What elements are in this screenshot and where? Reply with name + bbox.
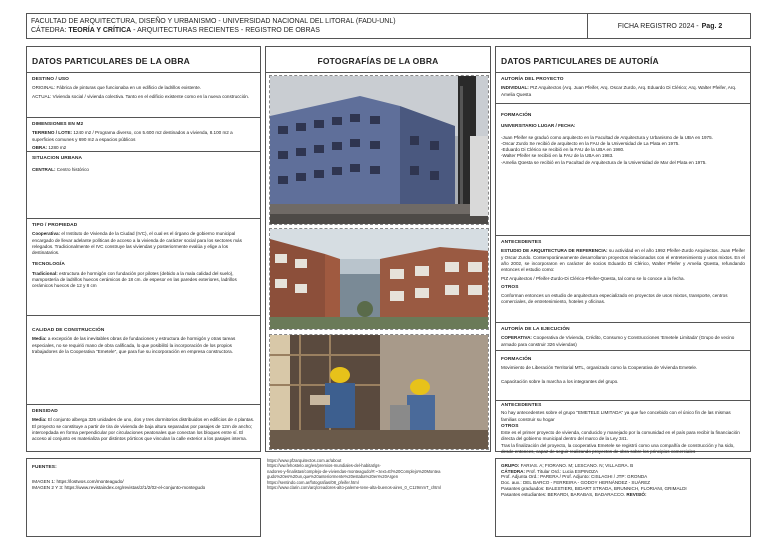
formacion-item: -Walter Pfeifer se recibió en la FAU de la UBA en 1983.	[501, 153, 614, 159]
antecedentes2-heading: ANTECEDENTES	[501, 403, 542, 408]
formacion-item: -Oscar Zurdo Se recibió de arquitecto en la FAU de la Universidad de La Plata en 1975.	[501, 140, 680, 146]
source-link[interactable]: gudo%20es%20un,que%20anteriormente%20estaba%20en%20Argen	[267, 474, 399, 480]
catedra-value: Prof. Titular Ord.: Lucia ESPINOZA	[525, 468, 599, 474]
formacion-ejecucion-section	[496, 351, 750, 401]
ficha-label: FICHA REGISTRO 2024 -	[617, 22, 699, 30]
formacion-item: -Amelia Qüesta se recibió en la Facultad de Arquitectura de la Universidad de Mar del Plata en 1975.	[501, 159, 707, 165]
calidad-value: a excepción de las inevitables obras de fundaciones y estructura de hormigón y otras tareas especiales, no se requirió mano de obra calificada, lo que posibilitó la incorporación de los propios trabajadores de la Cooperativa "Emetele", que para fue su incorporación en empresa constructora.	[32, 336, 236, 354]
formacion2-text2: Capacitación sobre la marcha a los integrantes del grupo.	[501, 378, 619, 384]
tipo-tecnologia-section	[27, 219, 260, 316]
tipo-value: el Instituto de Vivienda de la Ciudad (IVC), el cual es el órgano de gobierno municipal encargado de llevar adelante políticas de acceso a la vivienda de carácter social para los sectores más relegados. Tradicionalmente el IVC construye las viviendas y posteriormente evalúa y elige a los destinatarios.	[32, 231, 242, 256]
destino-original: ORIGINAL: Fábrica de pinturas que funcionaba en un edificio de ladrillos existente.	[32, 85, 202, 91]
situacion-text	[32, 167, 255, 173]
page-header	[26, 13, 751, 39]
dimensiones-section	[27, 118, 260, 152]
cooperativa-value: Cooperativa de Vivienda, Crédito, Consumo y Construcciones 'Emetele Limitada' (Grupo de vecino armado para construir 326 viviendas)	[501, 335, 735, 347]
photo-workers	[269, 334, 489, 450]
estudiantes-value: Pasantes estudiantes: BERARDI, BARABAS, BADARACCO.	[501, 491, 626, 497]
terreno-text	[32, 130, 255, 143]
photo-courtyard-image	[270, 229, 489, 330]
header-catedra-name: TEORÍA Y CRÍTICA	[68, 27, 132, 34]
tecnologia-text	[32, 271, 255, 290]
calidad-heading: CALIDAD DE CONSTRUCCIÓN	[32, 328, 105, 333]
central-label: CENTRAL:	[32, 167, 56, 173]
header-line-2	[31, 26, 396, 35]
photo-exterior-buildings-image	[270, 76, 489, 225]
studio-name: PIZ Arquitectos / Pfeifer-Zurdo-Di Clérico-Pfeifer-Qüesta, tal como se lo conoce a la fecha.	[501, 276, 685, 282]
autoria-column-title: DATOS PARTICULARES DE AUTORÍA	[496, 47, 750, 73]
formacion-list	[501, 135, 745, 166]
calidad-text	[32, 336, 255, 355]
autoria-heading: AUTORÍA DEL PROYECTO	[501, 77, 564, 82]
autoria-text	[501, 85, 745, 98]
calidad-section	[27, 324, 260, 405]
source-link[interactable]: https://sentindo.com.ar/fotografias/08_pfeifer.html	[267, 479, 359, 485]
fuentes-box	[26, 458, 261, 537]
ejecucion-heading: AUTORÍA DE LA EJECUCIÓN	[501, 327, 570, 332]
docentes-line: Doc. aux.: DEL BARCO - FERREIRA - GODOY HERNÁNDEZ - SUÁREZ	[501, 480, 651, 486]
situacion-heading: SITUACION URBANA	[32, 156, 83, 161]
otros-heading: OTROS	[501, 284, 519, 290]
antecedentes-heading: ANTECEDENTES	[501, 240, 542, 245]
formacion-section	[496, 104, 750, 236]
ejecucion-text	[501, 335, 745, 348]
obra-text	[32, 145, 255, 151]
obra-label: OBRA:	[32, 144, 48, 150]
obra-data-column	[26, 46, 261, 452]
tipo-label: Cooperativa:	[32, 231, 61, 237]
adjuntos-line: Prof. Adjunta Ord.: PARERA / Prof. Adjunto: CISLAGHI / JTP: GRONDA	[501, 474, 648, 480]
tipo-heading: TIPO / PROPIEDAD	[32, 223, 78, 228]
situacion-section	[27, 152, 260, 219]
formacion2-text1: Movimiento de Liberación Territorial MTL, organizado como la Cooperativa de Vivienda Emetele.	[501, 365, 698, 371]
autoria-column	[495, 46, 751, 455]
graduados-line: Pasantes graduados: BALESTIERI, BIDART STRADA, BRUNNICH, FLORIANI, GRIMALDI	[501, 485, 687, 491]
formacion2-heading: FORMACIÓN	[501, 357, 532, 362]
catedra-label: CÁTEDRA:	[501, 468, 525, 474]
antecedentes-section	[496, 236, 750, 323]
estudio-label: ESTUDIO DE ARQUITECTURA DE REFERENCIA:	[501, 248, 608, 254]
obra-value: 1280 m2	[47, 144, 67, 150]
densidad-text	[32, 417, 255, 442]
calidad-label: Media:	[32, 336, 47, 342]
formacion-sub: UNIVERSITARIO LUGAR / FECHA:	[501, 123, 576, 129]
cooperativa-label: COPERATIVA:	[501, 335, 532, 341]
terreno-label: TERRENO / LOTE:	[32, 130, 73, 136]
densidad-heading: DENSIDAD	[32, 409, 58, 414]
photo-exterior-buildings	[269, 75, 489, 225]
tecnologia-value: estructura de hormigón con fundación por pilotes (debido a la mala calidad del suelo), mampostería de ladrillos huecos cerámicos de 18 cm. de espesor en las paredes exteriores, ladrillos cerámicos huecos de 12 y 8 cm	[32, 270, 237, 289]
individual-label: INDIVIDUAL:	[501, 85, 529, 91]
destino-actual: ACTUAL: Vivienda social / vivienda colectiva. Tanto en el edificio existente como en la nueva construcción.	[32, 93, 250, 99]
otros2-heading: OTROS	[501, 423, 519, 429]
header-catedra-suffix: - ARQUITECTURAS RECIENTES - REGISTRO DE OBRAS	[131, 27, 320, 34]
formacion-item: -Juan Pfeifer se graduó como arquitecto en la Facultad de Arquitectura y Urbanismo de la UBA en 1975.	[501, 134, 713, 140]
grupo-value: FARIAS. A; FIORANO. M; LESCANO. N; VILLAGRA. B	[519, 463, 634, 468]
page-number: Pag. 2	[701, 22, 723, 30]
terreno-value: 1240 m2 / Programa diverso, con 5.600 m2 destinados a vivienda, 8.100 m2 a superficies comunes y 690 m2 a espacios públicos	[32, 130, 233, 142]
antecedentes-text	[501, 248, 745, 273]
estudio-value: su actividad en el año 1992 Pfeifer-Zurdo Arquitectos. Juan Pfeifer y Oscar Zurdo. Contemporáneamente desarrollaron proyectos relacionados con el entretenimiento y usos mixtos. En el año 2002, se incorporaron en carácter de socios Eduardo Di Clérico, Walter Pfeifer y Amelia Qüesta, refundando entonces el estudio como:	[501, 248, 745, 273]
individual-value: PIZ Arquitectos (Arq. Juan Pfeifer, Arq. Oscar Zurdo, Arq. Eduardo Di Clérico; Arq. Walter Pfeifer, Arq. Amelia Questa	[501, 85, 737, 97]
ejecucion-section	[496, 323, 750, 351]
source-link[interactable]: nadores-y-finalistas/complejo-de-viviendas-monteagudo/#:~:text=El%20Complejo%20Montea	[267, 468, 441, 474]
tipo-text	[32, 231, 255, 256]
antecedentes2-text: No hay antecedentes sobre el grupo "EMETELE LIMITADA" ya que fue concebido con el único fin de las mismas familias construir su hogar	[501, 410, 731, 422]
dimensiones-heading: DIMENSIONES EN M2	[32, 122, 84, 127]
antecedentes-ejecucion-section	[496, 401, 750, 453]
central-value: Centro histórico	[55, 167, 89, 173]
revision-label: REVISIÓ:	[625, 491, 647, 497]
fuente-item: IMAGEN 1: https://lostwos.com/monteagudo/	[32, 479, 124, 484]
photos-column	[265, 46, 491, 452]
otros2-text1: Este es el primer proyecto de vivienda, conducido y manejado por la comunidad en el país para recibir la financiación directa del gobierno municipal dentro del marco de la Ley 341.	[501, 430, 740, 442]
tecnologia-label: Tradicional:	[32, 270, 58, 276]
grupo-label: GRUPO:	[501, 463, 520, 468]
grupo-box	[495, 458, 751, 537]
header-catedra-label: CÁTEDRA:	[31, 27, 69, 34]
destino-section	[27, 73, 260, 118]
densidad-label: Media:	[32, 417, 47, 423]
header-ficha	[587, 14, 752, 38]
fuente-item: IMAGEN 2 Y 3: https://www.revistaindex.org/revistas/2/1/2/02-el-conjunto-montegudo	[32, 485, 206, 490]
tecnologia-heading: TECNOLOGÍA	[32, 262, 65, 268]
source-link[interactable]: https://www.pfzarquitectos.com.ar/about	[267, 458, 342, 463]
densidad-value: El conjunto alberga 326 unidades de uno, dos y tres dormitorios distribuidos en edificios de 4 plantas. El proyecto se constituye a partir de tira de vivienda de baja altura separadas por pasajes de 12m de ancho; intercepdada en forma perpendicular por circulaciones peatonales que conectan los bloques entre sí. El acceso al conjunto es materializa por distintos pórticos que vinculan la calle exterior a los pasajes interna.	[32, 417, 255, 442]
otros2-text2: Tras la finalización del proyecto, la cooperativa Emetele se registró como una compañía de construcción y ha sido, desde entonces, capaz de seguir realizando proyectos de obra sobre los principios comerciales	[501, 442, 735, 455]
source-link[interactable]: https://www.clarin.com/arq/creadores-alto-paleme-tene-alta-buenos-aires_0_C1z9mmT_chtml	[267, 485, 441, 491]
links-box	[265, 458, 491, 537]
photos-column-title: FOTOGRAFÍAS DE LA OBRA	[266, 47, 490, 73]
source-link[interactable]: https://ww.fehostelo.org/es/premios-mundiales-del-habitat/gs-	[267, 463, 381, 469]
fuentes-heading: FUENTES:	[32, 465, 57, 470]
header-line-1: FACULTAD DE ARQUITECTURA, DISEÑO Y URBANISMO - UNIVERSIDAD NACIONAL DEL LITORAL (FADU-UNL)	[31, 18, 396, 25]
header-institution	[31, 17, 396, 35]
estudiantes-line	[501, 492, 745, 498]
obra-column-title: DATOS PARTICULARES DE LA OBRA	[27, 47, 260, 73]
densidad-section	[27, 405, 260, 453]
formacion-heading: FORMACIÓN	[501, 113, 532, 118]
photo-workers-image	[270, 335, 489, 450]
formacion-item: -Eduardo Di Clérico se recibió en la FAU de la UBA en 1980.	[501, 147, 625, 153]
autoria-proyecto-section	[496, 73, 750, 104]
photo-courtyard	[269, 228, 489, 330]
otros-text: Conforman entonces un estudio de arquitectura especializado en proyectos de usos mixtos, transporte, centros comerciales, de entretenimiento, hoteles y oficinas.	[501, 293, 728, 305]
destino-heading: DESTINO / USO	[32, 77, 70, 82]
